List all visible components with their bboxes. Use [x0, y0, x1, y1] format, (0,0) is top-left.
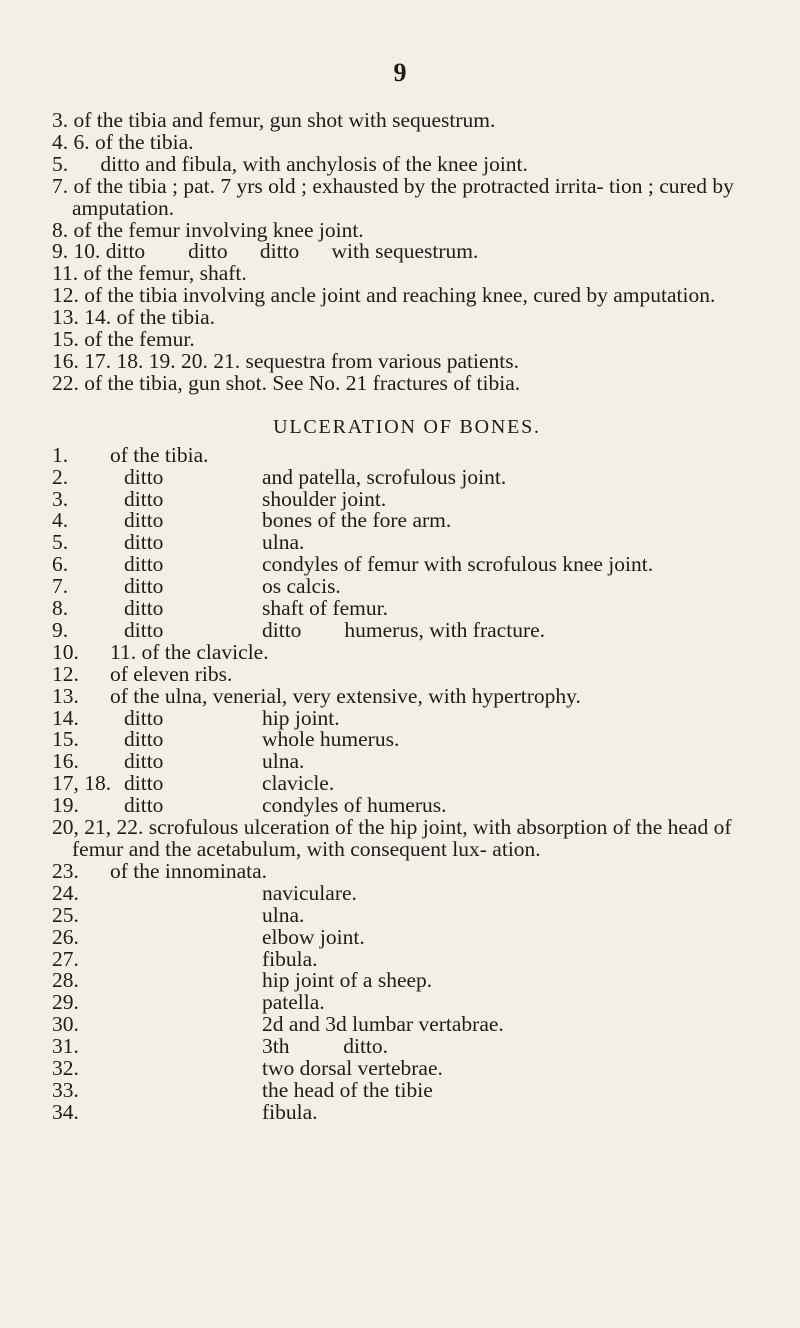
- item-number: 5.: [52, 530, 69, 555]
- item-number: 1.: [52, 442, 69, 467]
- list-item: [52, 661, 762, 686]
- list-item: 12. of the tibia involving ancle joint and reaching knee, cured by amputation.: [52, 283, 716, 308]
- item-description: of the innominata.: [110, 858, 268, 883]
- item-number: 31.: [52, 1034, 79, 1059]
- item-subject: ditto: [124, 574, 164, 599]
- item-description: fibula.: [262, 946, 318, 971]
- item-description: hip joint of a sheep.: [262, 968, 433, 993]
- list-item: [52, 1077, 762, 1102]
- item-description: bones of the fore arm.: [262, 508, 452, 533]
- item-subject: ditto: [124, 705, 164, 730]
- list-item: [52, 751, 762, 773]
- item-subject: ditto: [124, 749, 164, 774]
- item-subject: ditto: [124, 486, 164, 511]
- list-item: [52, 880, 762, 905]
- item-number: 27.: [52, 946, 79, 971]
- catalogue-text: [52, 110, 762, 1124]
- item-number: 9.: [52, 617, 69, 642]
- list-item: 16. 17. 18. 19. 20. 21. sequestra from various patients.: [52, 348, 519, 373]
- item-number: 33.: [52, 1077, 79, 1102]
- item-description: condyles of femur with scrofulous knee joint.: [262, 552, 654, 577]
- item-number: 34.: [52, 1099, 79, 1124]
- item-number: 16.: [52, 749, 79, 774]
- item-description: os calcis.: [262, 574, 341, 599]
- item-description: the head of the tibie: [262, 1077, 433, 1102]
- item-description: shaft of femur.: [262, 596, 388, 621]
- item-number: 30.: [52, 1012, 79, 1037]
- list-item: [52, 683, 762, 708]
- item-number: 7.: [52, 574, 69, 599]
- item-description: ulna.: [262, 530, 305, 555]
- item-description: hip joint.: [262, 705, 340, 730]
- item-subject: of eleven ribs.: [110, 661, 233, 686]
- list-item: [52, 554, 762, 576]
- intro-entries: [52, 110, 762, 395]
- item-number: 13.: [52, 683, 79, 708]
- list-item-long: 20, 21, 22. scrofulous ulceration of the hip joint, with absorption of the head of femur and the acetabulum, with consequent lux- ation.: [52, 815, 732, 861]
- list-item: 15. of the femur.: [52, 327, 195, 352]
- item-subject: ditto: [124, 727, 164, 752]
- item-number: 23.: [52, 858, 79, 883]
- item-description: elbow joint.: [262, 924, 365, 949]
- item-number: 10.: [52, 639, 79, 664]
- item-number: 32.: [52, 1056, 79, 1081]
- item-subject: ditto: [124, 596, 164, 621]
- item-description: 3th ditto.: [262, 1034, 389, 1059]
- item-number: 2.: [52, 464, 69, 489]
- item-subject: of the tibia.: [110, 442, 209, 467]
- list-item: 8. of the femur involving knee joint.: [52, 217, 364, 242]
- item-subject: 11. of the clavicle.: [110, 639, 269, 664]
- item-description: patella.: [262, 990, 325, 1015]
- item-description: naviculare.: [262, 880, 357, 905]
- list-item: [52, 924, 762, 949]
- list-item: 3. of the tibia and femur, gun shot with sequestrum.: [52, 108, 496, 132]
- list-item: [52, 598, 762, 620]
- list-item: [52, 1058, 762, 1080]
- item-description: two dorsal vertebrae.: [262, 1056, 443, 1081]
- list-item: 13. 14. of the tibia.: [52, 305, 216, 330]
- list-item: [52, 617, 762, 642]
- list-item: 7. of the tibia ; pat. 7 yrs old ; exhausted by the protracted irrita- tion ; cured by amputation.: [52, 173, 734, 220]
- item-description: shoulder joint.: [262, 486, 387, 511]
- list-item: [52, 946, 762, 971]
- item-number: 28.: [52, 968, 79, 993]
- list-item: 9. 10. ditto ditto ditto with sequestrum.: [52, 239, 479, 264]
- item-number: 6.: [52, 552, 69, 577]
- list-item: [52, 510, 762, 532]
- item-number: 29.: [52, 990, 79, 1015]
- item-number: 24.: [52, 880, 79, 905]
- item-number: 14.: [52, 705, 79, 730]
- list-item: [52, 795, 762, 817]
- item-subject: ditto: [124, 530, 164, 555]
- item-subject: ditto: [124, 793, 164, 818]
- item-subject: ditto: [124, 508, 164, 533]
- list-item: [52, 1036, 762, 1058]
- item-number: 19.: [52, 793, 79, 818]
- item-number: 26.: [52, 924, 79, 949]
- list-item: [52, 486, 762, 511]
- list-item: [52, 639, 762, 664]
- list-item: [52, 464, 762, 489]
- item-subject: of the ulna, venerial, very extensive, with hypertrophy.: [110, 683, 581, 708]
- list-item: [52, 970, 762, 992]
- item-number: 8.: [52, 596, 69, 621]
- list-item: [52, 773, 762, 795]
- item-number: 15.: [52, 727, 79, 752]
- section-heading: ULCERATION OF BONES.: [273, 415, 541, 438]
- list-item: [52, 1014, 762, 1036]
- list-item: 22. of the tibia, gun shot. See No. 21 fractures of tibia.: [52, 370, 521, 395]
- item-description: ulna.: [262, 749, 305, 774]
- item-description: ulna.: [262, 902, 305, 927]
- item-description: ditto humerus, with fracture.: [262, 617, 546, 642]
- page-number: 9: [393, 58, 407, 87]
- item-subject: ditto: [124, 552, 164, 577]
- item-number: 17, 18.: [52, 771, 112, 796]
- list-item: [52, 442, 762, 467]
- list-item: [52, 532, 762, 554]
- list-item: [52, 992, 762, 1014]
- item-description: whole humerus.: [262, 727, 400, 752]
- item-subject: ditto: [124, 464, 164, 489]
- item-description: and patella, scrofulous joint.: [262, 464, 507, 489]
- item-description: fibula.: [262, 1099, 318, 1124]
- item-subject: ditto: [124, 771, 164, 796]
- list-item: [52, 729, 762, 751]
- list-item: [52, 576, 762, 598]
- item-description: clavicle.: [262, 771, 335, 796]
- item-number: 25.: [52, 902, 79, 927]
- ulceration-list: [52, 442, 762, 818]
- list-item: [52, 705, 762, 730]
- list-item: [52, 902, 762, 927]
- list-item: [52, 1099, 762, 1124]
- item-description: condyles of humerus.: [262, 793, 447, 818]
- list-item: 4. 6. of the tibia.: [52, 129, 194, 154]
- item-number: 4.: [52, 508, 69, 533]
- item-number: 12.: [52, 661, 79, 686]
- list-item: 5. ditto and fibula, with anchylosis of the knee joint.: [52, 151, 528, 176]
- item-description: 2d and 3d lumbar vertabrae.: [262, 1012, 504, 1037]
- item-number: 3.: [52, 486, 69, 511]
- list-item: 11. of the femur, shaft.: [52, 261, 247, 286]
- ulceration-tail-list: [52, 858, 762, 1124]
- item-subject: ditto: [124, 617, 164, 642]
- list-item: [52, 858, 762, 883]
